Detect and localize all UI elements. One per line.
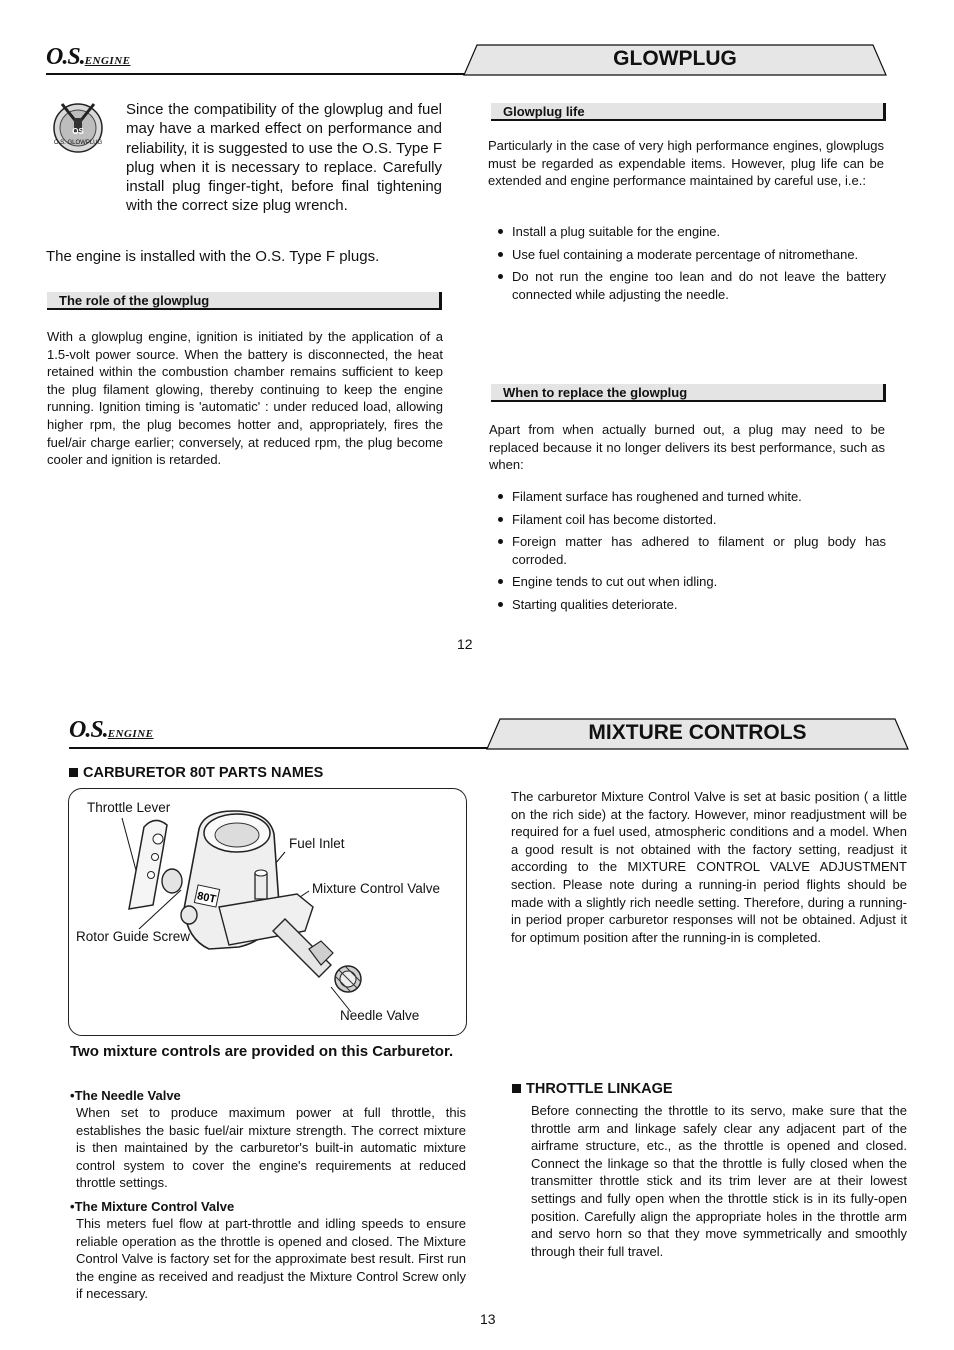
needle-valve-section [70, 1087, 466, 1192]
page-title: MIXTURE CONTROLS [588, 721, 807, 744]
bullet-icon [498, 602, 503, 607]
mixture-valve-text: This meters fuel flow at part-throttle and idling speeds to ensure reliable operation as the throttle is opened and closed. The Mixture Control Valve is factory set for the approximate best result. First run the engine as received and readjust the Mixture Control Screw only if necessary. [76, 1216, 466, 1302]
list-item: Do not run the engine too lean and do not leave the battery connected while adjusting the needle. [488, 268, 886, 303]
page-number-13: 13 [480, 1311, 496, 1327]
factory-setting-paragraph: The carburetor Mixture Control Valve is set at basic position ( a little on the rich side) at the factory. However, minor readjustment will be required for a fuel used, atmospheric conditions and a model. When a good result is not obtained with the factory setting, readjust it according to the MIXTURE CONTROL VALVE ADJUSTMENT section. Please note during a running-in period flights should be made with a slightly rich needle setting. Therefore, during a running-in period proper carburetor responses will not be obtained. Adjust it for optimum position after the running-in is completed. [511, 789, 907, 945]
mixture-valve-title: •The Mixture Control Valve [70, 1199, 235, 1214]
bullet-icon [498, 517, 503, 522]
svg-text:80T: 80T [196, 890, 218, 906]
bullet-icon [498, 229, 503, 234]
bullet-icon [498, 539, 503, 544]
bullet-icon [498, 494, 503, 499]
replace-subheading: When to replace the glowplug [491, 384, 886, 402]
list-item: Engine tends to cut out when idling. [488, 573, 886, 591]
two-controls-statement: Two mixture controls are provided on this Carburetor. [70, 1043, 454, 1060]
life-subheading: Glowplug life [491, 103, 886, 121]
life-bullet-list [488, 223, 886, 308]
bullet-icon [498, 579, 503, 584]
installed-note: The engine is installed with the O.S. Type F plugs. [46, 248, 380, 265]
bullet-icon [498, 252, 503, 257]
role-subheading: The role of the glowplug [47, 292, 442, 310]
list-item: Use fuel containing a moderate percentage of nitromethane. [488, 246, 886, 264]
carburetor-illustration [69, 789, 466, 1035]
svg-text:OS: OS [72, 127, 84, 136]
label-throttle-lever: Throttle Lever [87, 800, 171, 815]
needle-valve-title: •The Needle Valve [70, 1088, 181, 1103]
list-item: Starting qualities deteriorate. [488, 596, 886, 614]
label-fuel-inlet: Fuel Inlet [289, 836, 345, 851]
bullet-icon: • [70, 1199, 75, 1214]
svg-text:O.S. GLOWPLUG: O.S. GLOWPLUG [53, 140, 103, 146]
needle-valve-text: When set to produce maximum power at full throttle, this establishes the basic fuel/air mixture strength. The correct mixture is then maintained by the carburetor's built-in automatic mixture control system to cover the engine's requirements at reduced throttle settings. [76, 1105, 466, 1191]
page-title: GLOWPLUG [613, 47, 737, 70]
intro-paragraph: Since the compatibility of the glowplug and fuel may have a marked effect on performance and reliability, it is suggested to use the O.S. Type F plug when it is necessary to replace. Carefully install plug finger-tight, before final tightening with the correct size plug wrench. [126, 101, 442, 215]
parts-heading: CARBURETOR 80T PARTS NAMES [69, 765, 323, 781]
mixture-valve-section [70, 1198, 466, 1303]
replace-bullet-list [488, 488, 886, 618]
life-paragraph: Particularly in the case of very high performance engines, glowplugs must be regarded as expendable items. However, plug life can be extended and engine performance maintained by careful use, i.e.: [488, 138, 884, 189]
carburetor-diagram [68, 788, 467, 1036]
label-needle-valve: Needle Valve [340, 1008, 420, 1023]
role-paragraph: With a glowplug engine, ignition is initiated by the application of a 1.5-volt power source. When the battery is disconnected, the heat retained within the combustion chamber remains sufficient to keep the plug filament glowing, thereby continuing to keep the engine running. Ignition timing is 'automatic' : under reduced load, allowing higher rpm, the plug becomes hotter and, appropriately, fires the fuel/air charge earlier; conversely, at reduced rpm, the plug become cooler and ignition is retarded. [47, 329, 443, 468]
throttle-linkage-paragraph: Before connecting the throttle to its servo, make sure that the throttle arm and linkage safely clear any adjacent part of the airframe structure, etc., as the throttle is opened and closed. Connect the linkage so that the throttle is fully closed when the transmitter throttle stick and its trim lever are at their lowest settings and fully open when the throttle stick is in its fully-open position. Carefully align the appropriate holes in the throttle arm and servo horn so that they move symmetrically and smoothly through their full travel. [531, 1103, 907, 1259]
label-rotor-guide-screw: Rotor Guide Screw [76, 929, 191, 944]
mixture-title-box [486, 718, 909, 750]
page-number-12: 12 [457, 636, 473, 652]
square-bullet-icon [512, 1084, 521, 1093]
throttle-linkage-heading: THROTTLE LINKAGE [512, 1081, 673, 1097]
os-engine-logo: O.S.ENGINE [46, 44, 131, 70]
glowplug-badge-icon [52, 98, 104, 154]
label-mixture-control-valve: Mixture Control Valve [312, 881, 441, 896]
replace-paragraph: Apart from when actually burned out, a plug may need to be replaced because it no longer delivers its best performance, such as when: [489, 422, 885, 473]
bullet-icon [498, 274, 503, 279]
square-bullet-icon [69, 768, 78, 777]
glowplug-title-box [463, 44, 887, 76]
list-item: Install a plug suitable for the engine. [488, 223, 886, 241]
os-engine-logo: O.S.ENGINE [69, 717, 154, 743]
list-item: Foreign matter has adhered to filament or plug body has corroded. [488, 533, 886, 568]
list-item: Filament surface has roughened and turned white. [488, 488, 886, 506]
bullet-icon: • [70, 1088, 75, 1103]
list-item: Filament coil has become distorted. [488, 511, 886, 529]
